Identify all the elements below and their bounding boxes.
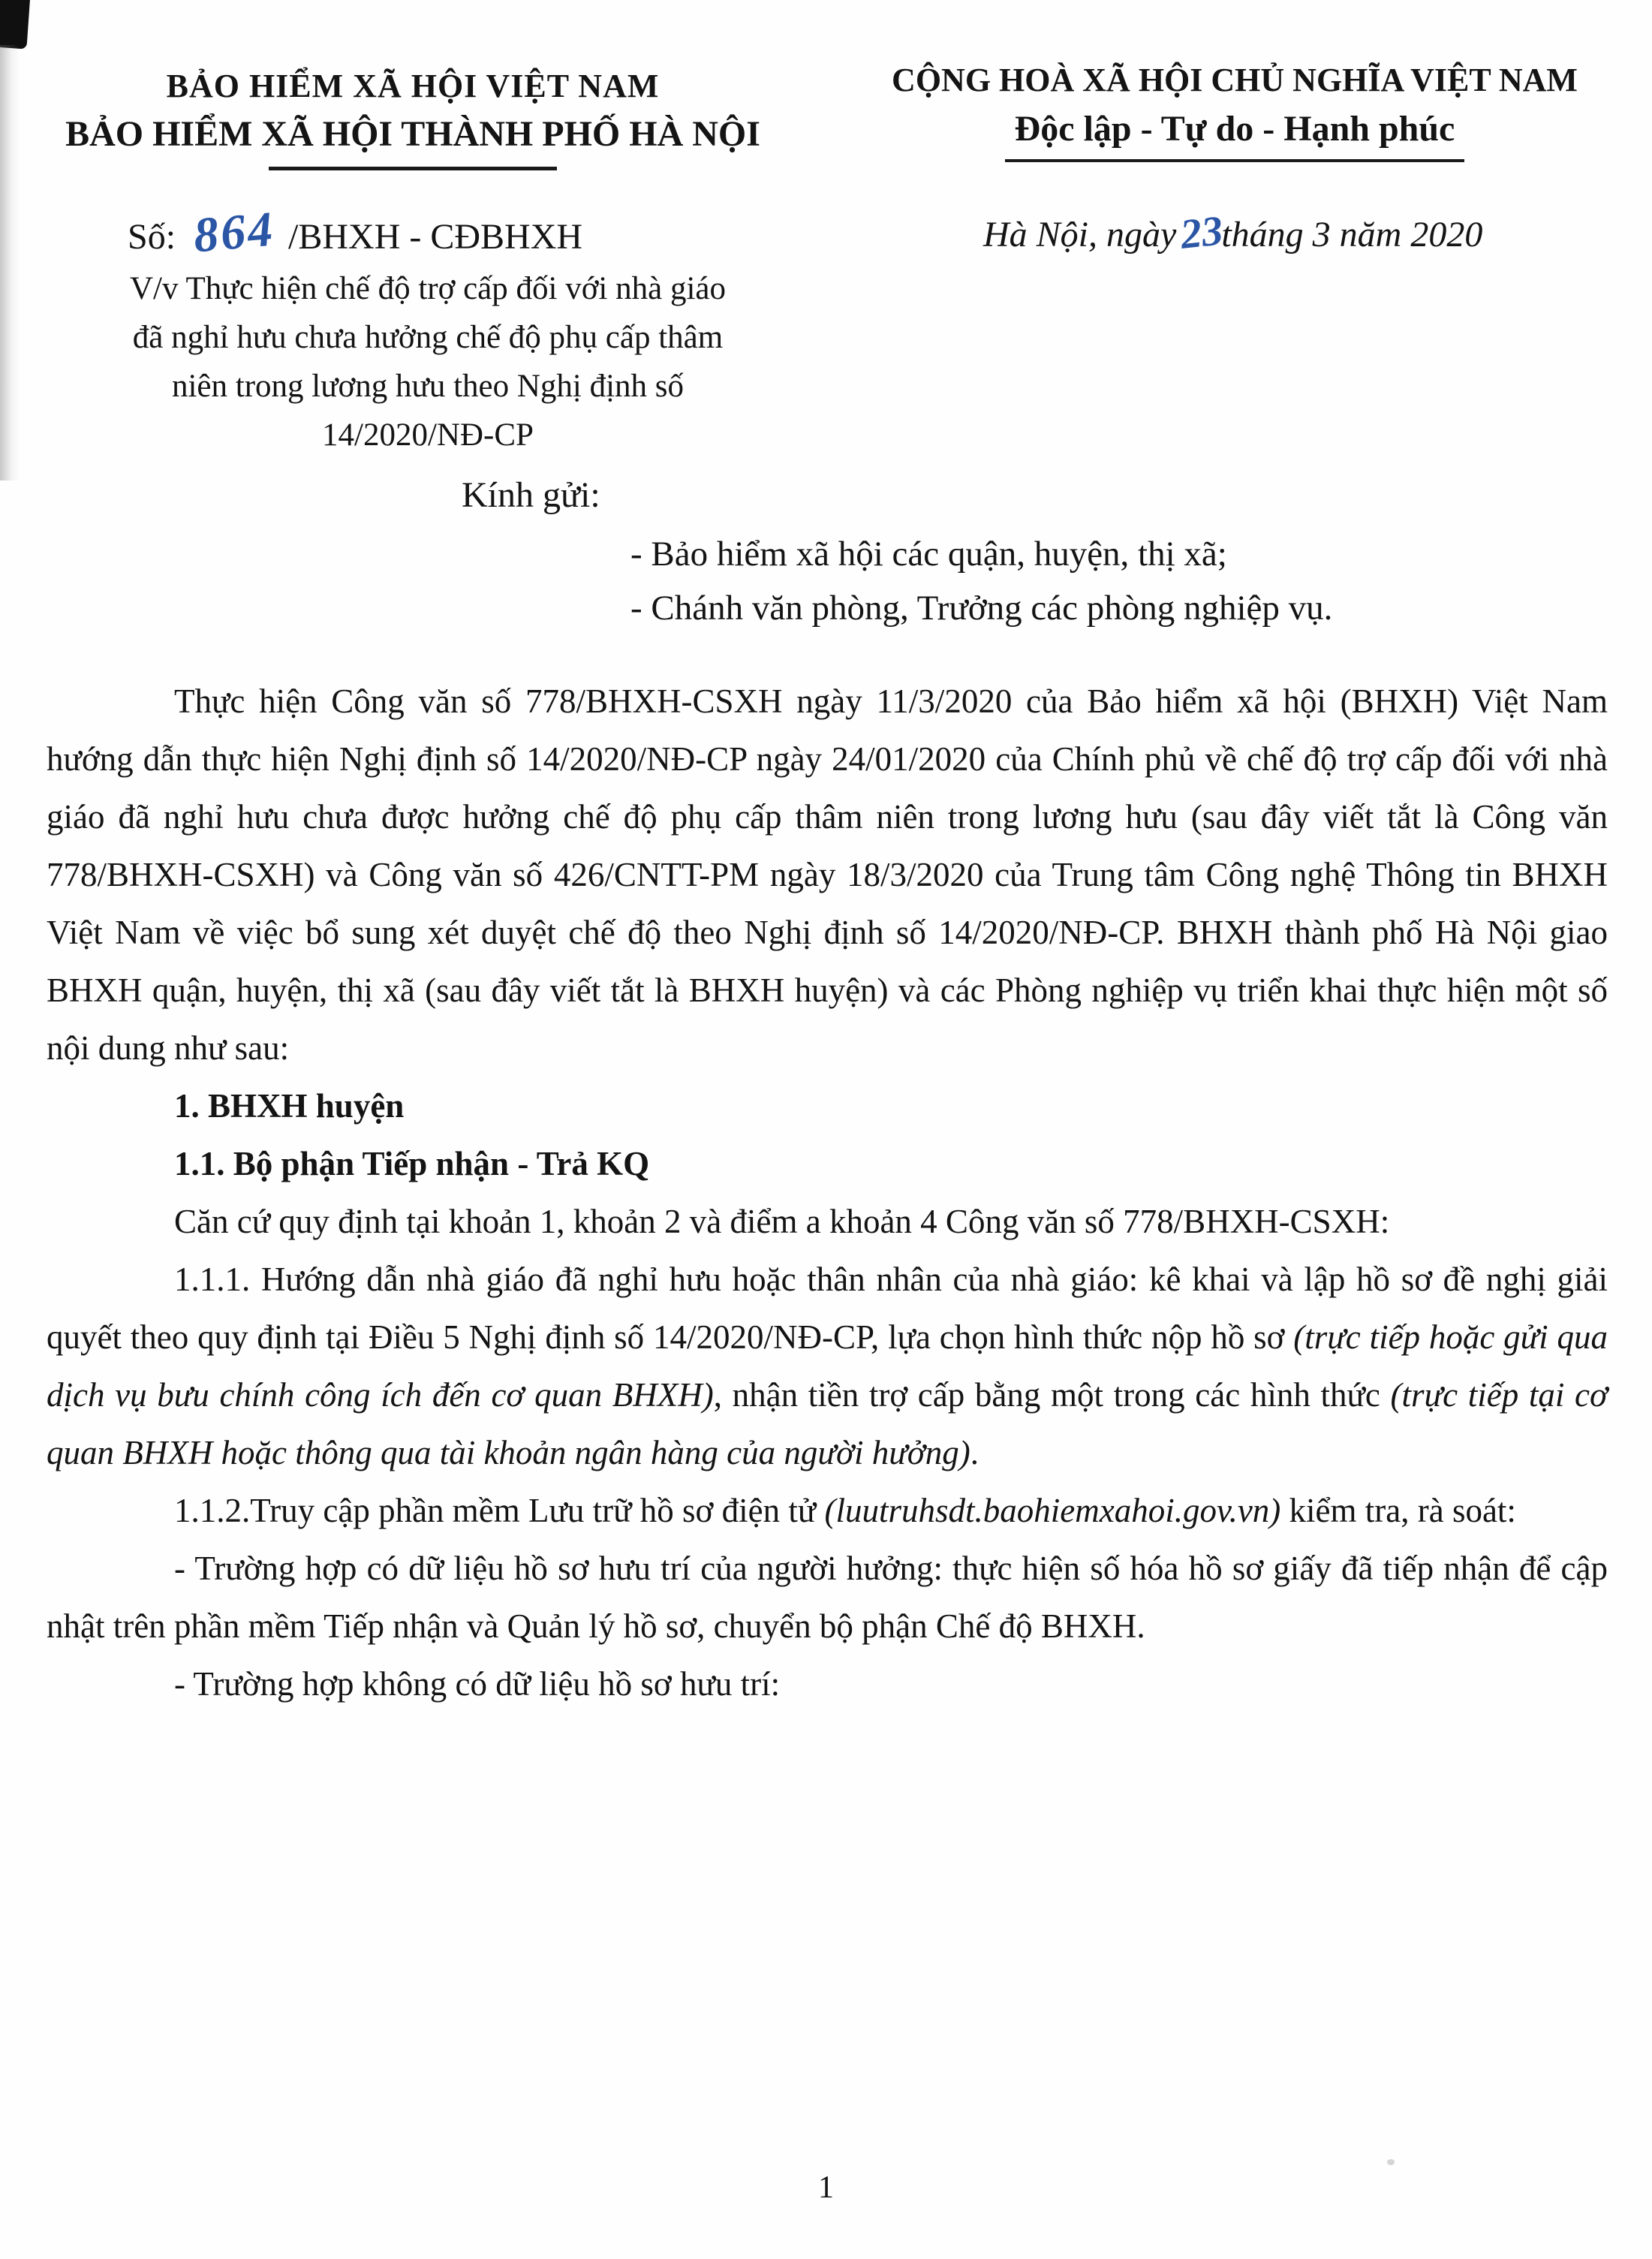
paragraph-case-has-data: - Trường hợp có dữ liệu hồ sơ hưu trí của người hưởng: thực hiện số hóa hồ sơ giấy đã tiếp nhận để cập nhật trên phần mềm Tiếp nhận và Quản lý hồ sơ, chuyển bộ phận Chế độ BHXH. xyxy=(47,1550,1608,1645)
salutation-label: Kính gửi: xyxy=(462,475,600,515)
parent-agency-name: BẢO HIỂM XÃ HỘI VIỆT NAM xyxy=(166,68,660,104)
text-run: 1.1.1. Hướng dẫn nhà giáo đã nghỉ hưu hoặc thân nhân của nhà giáo: kê khai và lập hồ sơ đề nghị giải quyết theo quy định tại Điều 5 Nghị định số 14/2020/NĐ-CP, lựa chọn hình thức nộp hồ sơ xyxy=(47,1261,1608,1356)
text-run-italic: (luutruhsdt.baohiemxahoi.gov.vn) xyxy=(824,1492,1281,1529)
heading-1-1: 1.1. Bộ phận Tiếp nhận - Trả KQ xyxy=(174,1145,650,1182)
heading-1: 1. BHXH huyện xyxy=(174,1087,405,1125)
recipient-item: - Chánh văn phòng, Trưởng các phòng nghiệp vụ. xyxy=(630,589,1333,628)
motto-underline xyxy=(1005,159,1464,162)
paragraph-can-cu: Căn cứ quy định tại khoản 1, khoản 2 và điểm a khoản 4 Công văn số 778/BHXH-CSXH: xyxy=(174,1203,1390,1240)
subject-line: V/v Thực hiện chế độ trợ cấp đối với nhà giáo xyxy=(129,271,726,306)
national-header-block xyxy=(848,57,1621,162)
place-date-prefix: Hà Nội, ngày xyxy=(983,215,1177,255)
subject-line: niên trong lương hưu theo Nghị định số xyxy=(171,369,685,404)
subject-line: đã nghỉ hưu chưa hưởng chế độ phụ cấp thâm xyxy=(132,320,724,355)
paragraph-case-no-data: - Trường hợp không có dữ liệu hồ sơ hưu trí: xyxy=(174,1665,781,1703)
document-number-line xyxy=(128,201,583,264)
text-run: , nhận tiền trợ cấp bằng một trong các hình thức xyxy=(713,1376,1391,1414)
scan-dot-artifact xyxy=(1387,2159,1395,2165)
agency-underline xyxy=(269,167,557,170)
paragraph-intro: Thực hiện Công văn số 778/BHXH-CSXH ngày 11/3/2020 của Bảo hiểm xã hội (BHXH) Việt Nam hướng dẫn thực hiện Nghị định số 14/2020/NĐ-CP ngày 24/01/2020 của Chính phủ về chế độ trợ cấp đối với nhà giáo đã nghỉ hưu chưa được hưởng chế độ phụ cấp thâm niên trong lương hưu (sau đây viết tắt là Công văn 778/BHXH-CSXH) và Công văn số 426/CNTT-PM ngày 18/3/2020 của Trung tâm Công nghệ Thông tin BHXH Việt Nam về việc bổ sung xét duyệt chế độ theo Nghị định số 14/2020/NĐ-CP. BHXH thành phố Hà Nội giao BHXH quận, huyện, thị xã (sau đây viết tắt là BHXH huyện) và các Phòng nghiệp vụ triển khai thực hiện một số nội dung như sau: xyxy=(47,682,1608,1067)
recipient-item: - Bảo hiểm xã hội các quận, huyện, thị xã; xyxy=(630,535,1227,574)
text-run-italic: (trực tiếp hoặc gửi qua dịch vụ bưu chính công ích đến cơ quan BHXH) xyxy=(47,1318,1608,1414)
scan-edge-shadow xyxy=(0,45,20,480)
paragraph-1-1-2 xyxy=(47,1482,1608,1540)
national-motto: Độc lập - Tự do - Hạnh phúc xyxy=(1014,109,1455,149)
scan-corner-smudge xyxy=(0,0,31,50)
text-run-italic: (trực tiếp tại cơ quan BHXH hoặc thông qua tài khoản ngân hàng của người hưởng) xyxy=(47,1376,1608,1471)
date-day-handwritten: 23 xyxy=(1178,207,1226,258)
document-body xyxy=(47,673,1608,1713)
issuing-agency-block xyxy=(41,63,784,170)
subject-block xyxy=(38,264,818,459)
text-run: 1.1.2.Truy cập phần mềm Lưu trữ hồ sơ điện tử xyxy=(174,1492,825,1529)
doc-number-suffix: /BHXH - CĐBHXH xyxy=(288,217,583,257)
national-title: CỘNG HOÀ XÃ HỘI CHỦ NGHĨA VIỆT NAM xyxy=(892,62,1578,98)
place-date-line xyxy=(983,209,1629,257)
recipient-list xyxy=(630,527,1599,635)
doc-number-label: Số: xyxy=(128,217,176,257)
subject-line: 14/2020/NĐ-CP xyxy=(322,417,534,453)
page-number: 1 xyxy=(818,2170,834,2205)
agency-name: BẢO HIỂM XÃ HỘI THÀNH PHỐ HÀ NỘI xyxy=(65,114,760,154)
place-date-suffix: tháng 3 năm 2020 xyxy=(1221,215,1483,255)
doc-number-handwritten: 864 xyxy=(191,201,277,264)
paragraph-1-1-1 xyxy=(47,1251,1608,1482)
text-run: kiểm tra, rà soát: xyxy=(1280,1492,1516,1529)
text-run: . xyxy=(970,1434,979,1471)
